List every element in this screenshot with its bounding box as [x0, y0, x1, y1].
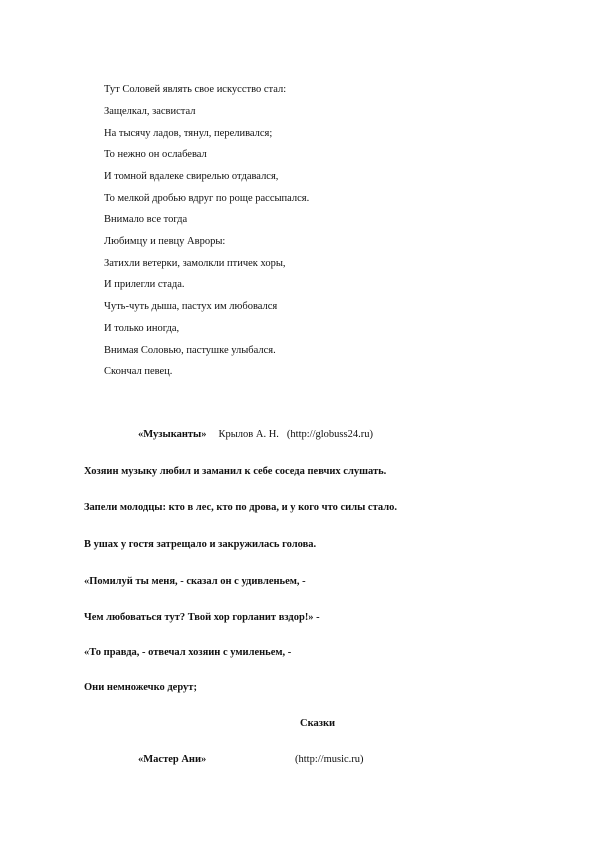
poem-line: И томной вдалеке свирелью отдавался, — [104, 171, 279, 182]
poem-line: Защелкал, засвистал — [104, 106, 196, 117]
musicians-heading — [138, 428, 373, 441]
tales-item-source: (http://music.ru) — [295, 754, 364, 765]
poem-line: Внимало все тогда — [104, 214, 188, 225]
prose-line: «Помилуй ты меня, - сказал он с удивленьем, - — [84, 576, 306, 587]
prose-line: Чем любоваться тут? Твой хор горланит вздор!» - — [84, 612, 320, 623]
tales-heading: Сказки — [300, 718, 336, 729]
poem-line: Любимцу и певцу Авроры: — [104, 236, 226, 247]
poem-line: То мелкой дробью вдруг по роще рассыпался. — [104, 193, 310, 204]
poem-line: Чуть-чуть дыша, пастух им любовался — [104, 301, 278, 312]
prose-line: В ушах у гостя затрещало и закружилась голова. — [84, 539, 317, 550]
prose-line: Хозяин музыку любил и заманил к себе соседа певчих слушать. — [84, 466, 387, 477]
poem-line: Внимая Соловью, пастушке улыбался. — [104, 345, 276, 356]
prose-line: Запели молодцы: кто в лес, кто по дрова, и у кого что силы стало. — [84, 502, 397, 513]
poem-line: Скончал певец. — [104, 366, 173, 377]
tales-item-title: «Мастер Ани» — [138, 754, 207, 765]
musicians-source: (http://globuss24.ru) — [286, 429, 373, 440]
prose-line: Они немножечко дерут; — [84, 682, 197, 693]
poem-line: То нежно он ослабевал — [104, 149, 207, 160]
prose-line: «То правда, - отвечал хозяин с умиленьем, - — [84, 647, 292, 658]
musicians-title: «Музыканты» — [138, 429, 207, 440]
poem-line: На тысячу ладов, тянул, переливался; — [104, 128, 273, 139]
poem-line: Тут Соловей являть свое искусство стал: — [104, 84, 287, 95]
poem-line: И прилегли стада. — [104, 279, 185, 290]
poem-line: Затихли ветерки, замолкли птичек хоры, — [104, 258, 286, 269]
musicians-author: Крылов А. Н. — [218, 429, 279, 440]
poem-line: И только иногда, — [104, 323, 180, 334]
